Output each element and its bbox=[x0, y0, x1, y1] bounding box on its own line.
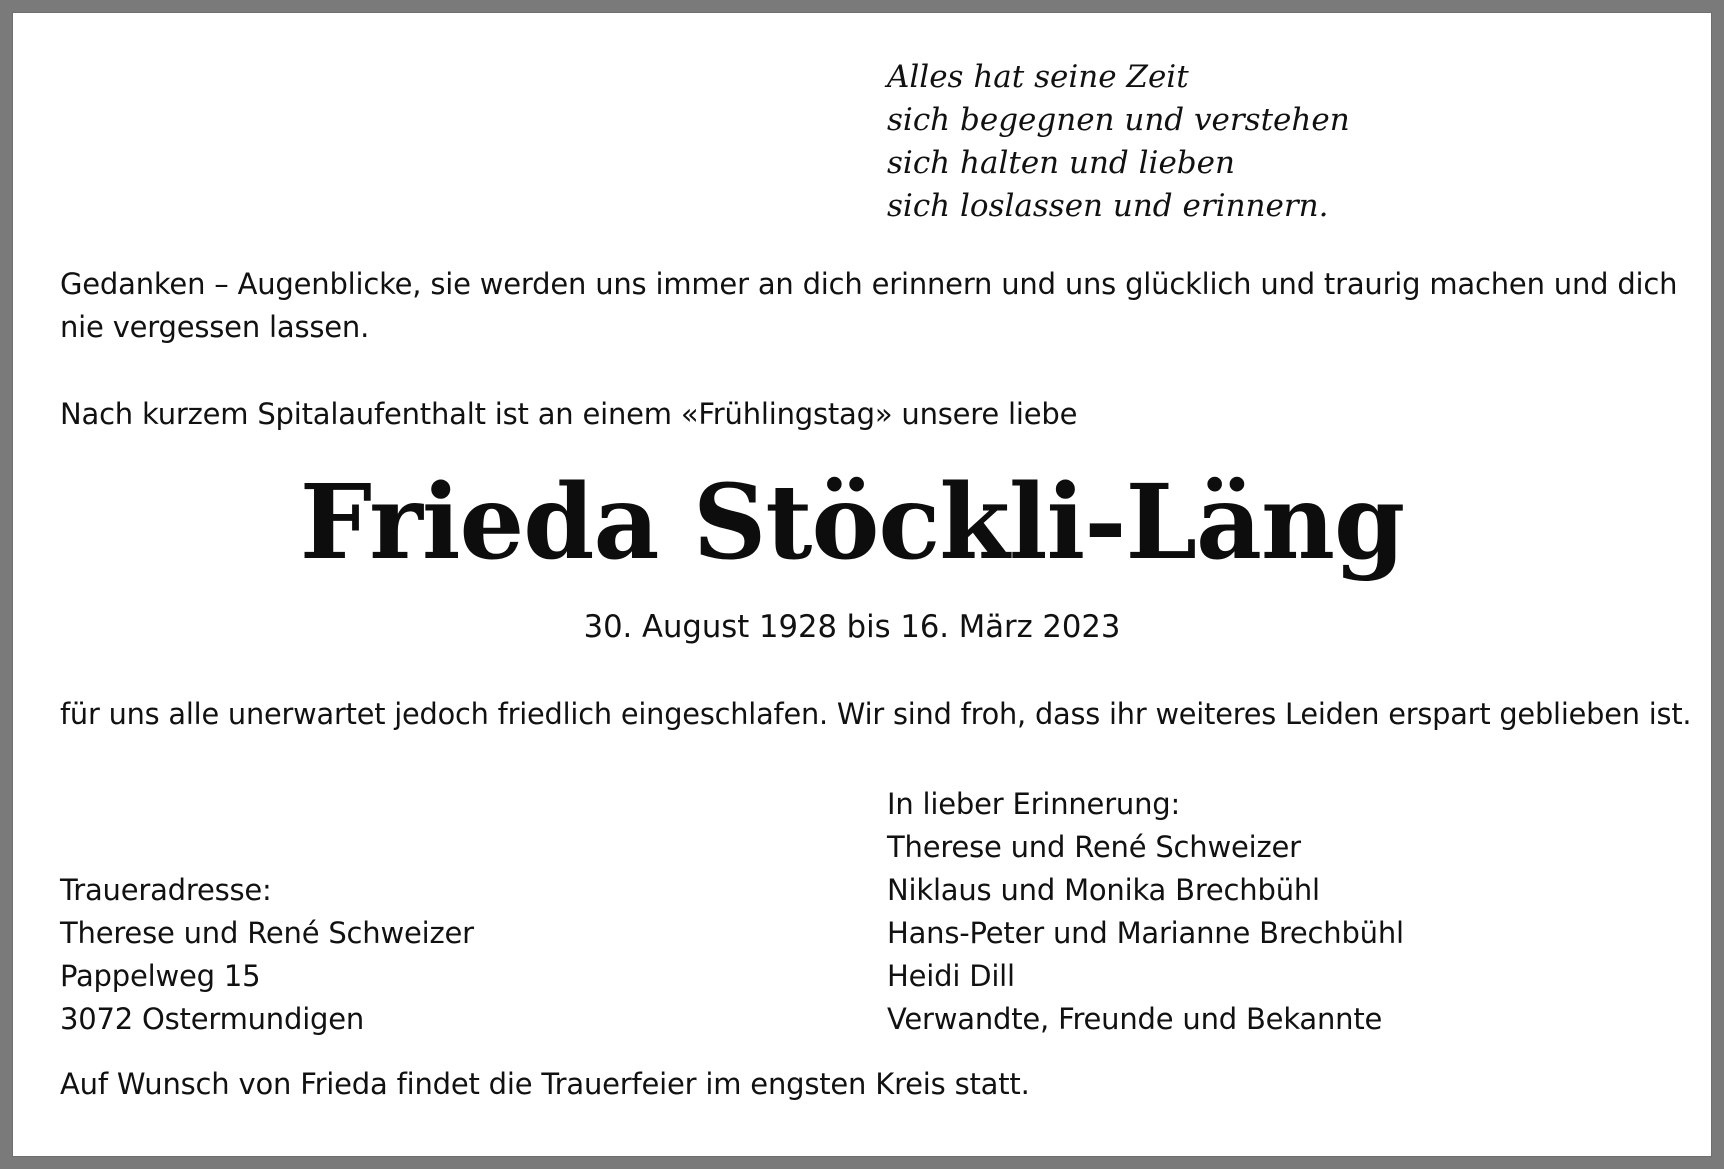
poem bbox=[887, 56, 1350, 228]
closing-sentence: für uns alle unerwartet jedoch friedlich eingeschlafen. Wir sind froh, dass ihr weiteres Leiden erspart geblieben ist. bbox=[60, 697, 1692, 731]
intro-paragraph bbox=[60, 263, 1677, 349]
mourner-name: Therese und René Schweizer bbox=[887, 830, 1301, 864]
mourning-address bbox=[60, 869, 474, 1041]
obituary-notice bbox=[13, 13, 1711, 1156]
mourners-list bbox=[887, 783, 1404, 1041]
intro-line: Gedanken – Augenblicke, sie werden uns immer an dich erinnern und uns glücklich und traurig machen und dich bbox=[60, 267, 1678, 301]
intro-line: nie vergessen lassen. bbox=[60, 310, 370, 344]
lead-sentence: Nach kurzem Spitalaufenthalt ist an einem «Frühlingstag» unsere liebe bbox=[60, 397, 1078, 431]
poem-line: Alles hat seine Zeit bbox=[887, 59, 1189, 95]
address-line: Therese und René Schweizer bbox=[60, 916, 474, 950]
life-dates: 30. August 1928 bis 16. März 2023 bbox=[583, 609, 1121, 645]
mourner-name: Niklaus und Monika Brechbühl bbox=[887, 873, 1320, 907]
mourner-name: Hans-Peter und Marianne Brechbühl bbox=[887, 916, 1404, 950]
address-line: Pappelweg 15 bbox=[60, 959, 261, 993]
address-label: Traueradresse: bbox=[60, 873, 272, 907]
mourners-heading: In lieber Erinnerung: bbox=[887, 787, 1181, 821]
address-line: 3072 Ostermundigen bbox=[60, 1002, 365, 1036]
mourner-name: Heidi Dill bbox=[887, 959, 1015, 993]
ceremony-note: Auf Wunsch von Frieda findet die Trauerfeier im engsten Kreis statt. bbox=[60, 1067, 1030, 1101]
poem-line: sich begegnen und verstehen bbox=[887, 102, 1350, 138]
poem-line: sich loslassen und erinnern. bbox=[887, 188, 1329, 224]
mourner-name: Verwandte, Freunde und Bekannte bbox=[887, 1002, 1383, 1036]
poem-line: sich halten und lieben bbox=[887, 145, 1235, 181]
deceased-name: Frieda Stöckli-Läng bbox=[299, 462, 1405, 583]
